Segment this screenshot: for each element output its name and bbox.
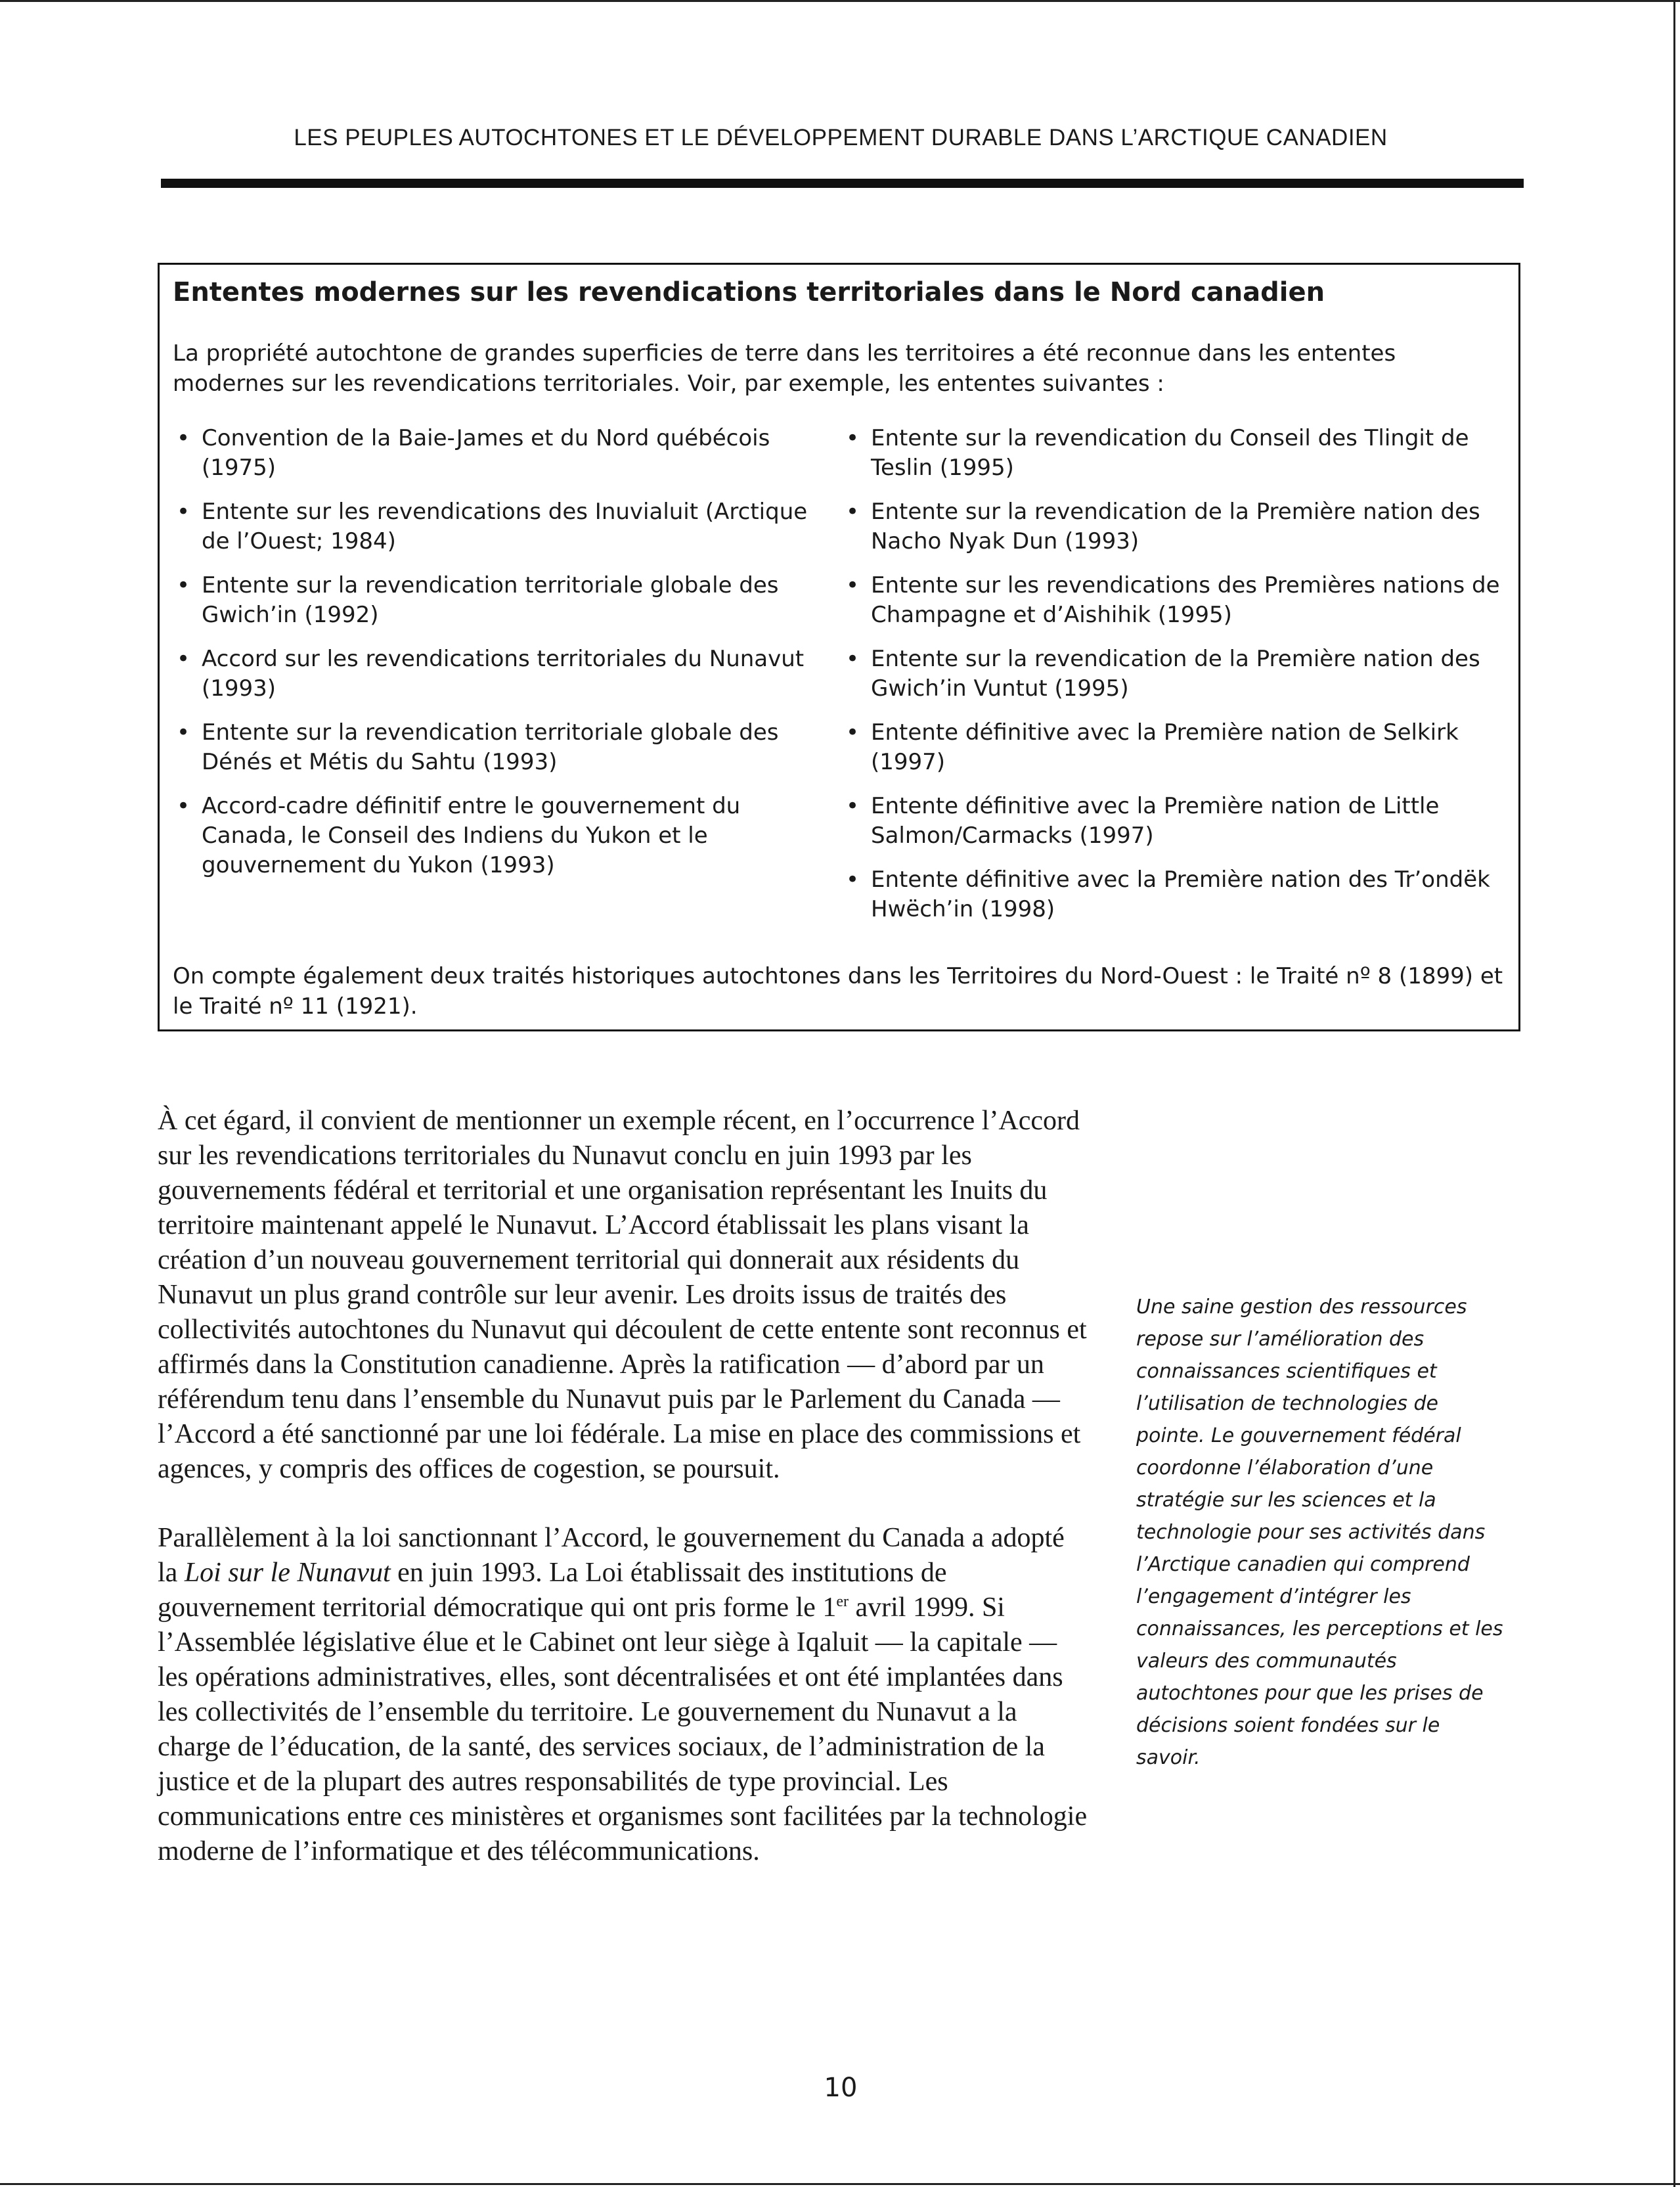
list-item: • Entente sur la revendication du Conseil des Tlingit de Teslin (1995) (842, 424, 1505, 483)
right-agreement-list (842, 424, 1505, 924)
page-border-bottom (0, 2183, 1680, 2185)
sidebar-columns (173, 424, 1505, 939)
sidebar-footer: On compte également deux traités historiques autochtones dans les Territoires du Nord-Ouest : le Traité nº 8 (1899) et le Traité nº 11 (1921). (173, 963, 1503, 1020)
list-item: • Convention de la Baie-James et du Nord québécois (1975) (173, 424, 810, 483)
list-item: • Entente définitive avec la Première nation de Selkirk (1997) (842, 718, 1505, 777)
law-title: Loi sur le Nunavut (184, 1558, 391, 1588)
header-rule (161, 179, 1524, 188)
list-item: • Entente sur la revendication de la Première nation des Gwich’in Vuntut (1995) (842, 644, 1505, 704)
list-item: • Accord sur les revendications territoriales du Nunavut (1993) (173, 644, 810, 704)
ordinal-superscript: er (836, 1593, 849, 1610)
list-item: • Entente sur la revendication territoriale globale des Dénés et Métis du Sahtu (1993) (173, 718, 810, 777)
page-border-top (0, 0, 1680, 2)
sidebar-title: Ententes modernes sur les revendications territoriales dans le Nord canadien (173, 277, 1325, 307)
list-item: • Entente sur les revendications des Premières nations de Champagne et d’Aishihik (1995) (842, 571, 1505, 630)
sidebar-intro: La propriété autochtone de grandes superficies de terre dans les territoires a été reconnue dans les ententes modernes sur les revendications territoriales. Voir, par exemple, les ententes suivantes : (173, 340, 1396, 397)
paragraph-2-part-a: Parallèlement à la loi sanctionnant l’Accord, le gouvernement du Canada a adopté la (158, 1523, 1065, 1588)
sidebar-left-column (173, 424, 810, 939)
page-number: 10 (824, 2073, 858, 2103)
running-header: LES PEUPLES AUTOCHTONES ET LE DÉVELOPPEMENT DURABLE DANS L’ARCTIQUE CANADIEN (294, 125, 1388, 150)
paragraph-2-part-c: avril 1999. Si l’Assemblée législative élue et le Cabinet ont leur siège à Iqaluit — la capitale — les opérations administratives, elles, sont décentralisées et ont été implantées dans les collectivités de l’ensemble du territoire. Le gouvernement du Nunavut a la charge de l’éducation, de la santé, des services sociaux, de l’administration de la justice et de la plupart des autres responsabilités de type provincial. Les communications entre ces ministères et organismes sont facilitées par la technologie moderne de l’informatique et des télécommunications. (158, 1592, 1088, 1866)
list-item: • Entente définitive avec la Première nation des Tr’ondëk Hwëch’in (1998) (842, 865, 1505, 924)
list-item: • Entente définitive avec la Première nation de Little Salmon/Carmacks (1997) (842, 792, 1505, 851)
list-item: • Entente sur la revendication territoriale globale des Gwich’in (1992) (173, 571, 810, 630)
list-item: • Accord-cadre définitif entre le gouvernement du Canada, le Conseil des Indiens du Yukon et le gouvernement du Yukon (1993) (173, 792, 810, 880)
body-paragraph-2 (158, 1521, 1090, 1869)
margin-note: Une saine gestion des ressources repose sur l’amélioration des connaissances scientifiques et l’utilisation de technologies de pointe. Le gouvernement fédéral coordonne l’élaboration d’une stratégie sur les sciences et la technologie pour ses activités dans l’Arctique canadien qui comprend l’engagement d’intégrer les connaissances, les perceptions et les valeurs des communautés autochtones pour que les prises de décisions soient fondées sur le savoir. (1136, 1296, 1503, 1769)
list-item: • Entente sur la revendication de la Première nation des Nacho Nyak Dun (1993) (842, 497, 1505, 556)
sidebar-right-column (842, 424, 1505, 939)
paragraph-2-part-b: en juin 1993. La Loi établissait des institutions de gouvernement territorial démocratique qui ont pris forme le 1 (158, 1558, 947, 1623)
claims-sidebar-box (158, 263, 1520, 1031)
body-text (158, 1104, 1090, 1903)
list-item: • Entente sur les revendications des Inuvialuit (Arctique de l’Ouest; 1984) (173, 497, 810, 556)
left-agreement-list (173, 424, 810, 880)
page-border-right (1673, 0, 1675, 2187)
body-paragraph-1: À cet égard, il convient de mentionner un exemple récent, en l’occurrence l’Accord sur les revendications territoriales du Nunavut conclu en juin 1993 par les gouvernements fédéral et territorial et une organisation représentant les Inuits du territoire maintenant appelé le Nunavut. L’Accord établissait les plans visant la création d’un nouveau gouvernement territorial qui donnerait aux résidents du Nunavut un plus grand contrôle sur leur avenir. Les droits issus de traités des collectivités autochtones du Nunavut qui découlent de cette entente sont reconnus et affirmés dans la Constitution canadienne. Après la ratification — d’abord par un référendum tenu dans l’ensemble du Nunavut puis par le Parlement du Canada — l’Accord a été sanctionné par une loi fédérale. La mise en place des commissions et agences, y compris des offices de cogestion, se poursuit. (158, 1106, 1087, 1484)
